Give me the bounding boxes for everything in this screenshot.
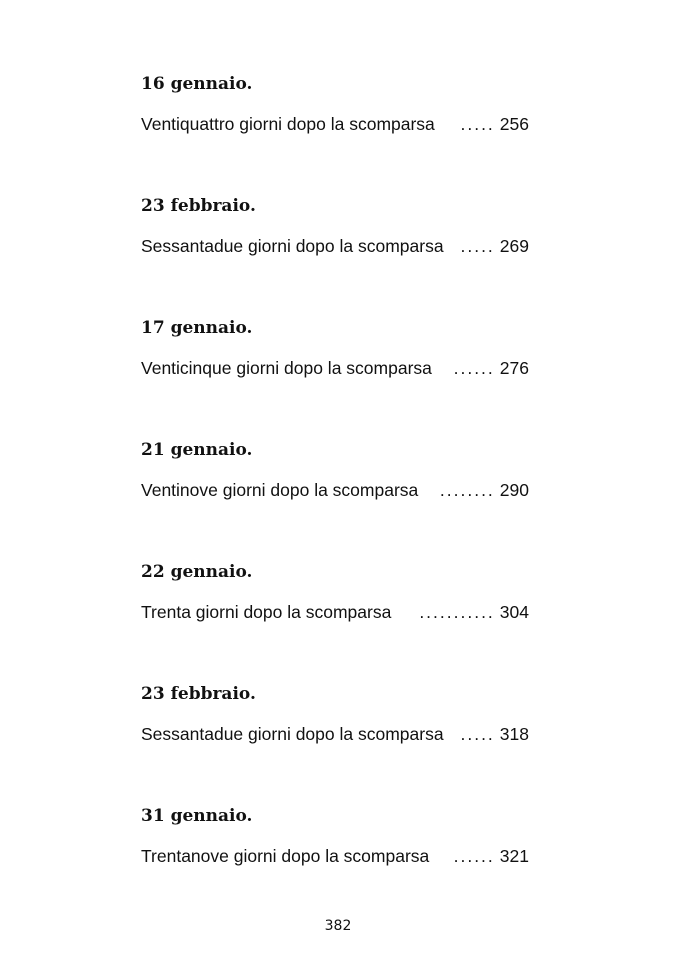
entry-title: Trentanove giorni dopo la scomparsa: [141, 846, 430, 866]
toc-line: [141, 843, 529, 869]
toc-line: [141, 111, 529, 137]
toc-line: [141, 599, 529, 625]
toc-entry: [141, 558, 529, 680]
toc-line: [141, 477, 529, 503]
entry-page-number: 290: [499, 480, 529, 500]
dot-leader: .....: [460, 236, 495, 256]
entry-title: Ventinove giorni dopo la scomparsa: [141, 480, 419, 500]
table-of-contents: [141, 70, 529, 924]
entry-date-heading: 21 gennaio.: [141, 440, 253, 460]
toc-entry: [141, 802, 529, 924]
dot-leader: ...........: [419, 602, 495, 622]
entry-title: Sessantadue giorni dopo la scomparsa: [141, 236, 444, 256]
entry-title: Sessantadue giorni dopo la scomparsa: [141, 724, 444, 744]
toc-line: [141, 721, 529, 747]
toc-entry: [141, 680, 529, 802]
entry-title: Trenta giorni dopo la scomparsa: [141, 602, 392, 622]
entry-date-heading: 22 gennaio.: [141, 562, 253, 582]
toc-line: [141, 355, 529, 381]
dot-leader: ......: [453, 358, 495, 378]
entry-date-heading: 31 gennaio.: [141, 806, 253, 826]
toc-entry: [141, 192, 529, 314]
toc-entry: [141, 314, 529, 436]
entry-date-heading: 16 gennaio.: [141, 74, 253, 94]
entry-date-heading: 23 febbraio.: [141, 196, 256, 216]
dot-leader: .....: [460, 724, 495, 744]
entry-date-heading: 23 febbraio.: [141, 684, 256, 704]
entry-page-number: 276: [499, 358, 529, 378]
entry-page-number: 269: [499, 236, 529, 256]
entry-title: Venticinque giorni dopo la scomparsa: [141, 358, 432, 378]
toc-entry: [141, 70, 529, 192]
entry-date-heading: 17 gennaio.: [141, 318, 253, 338]
entry-page-number: 256: [499, 114, 529, 134]
entry-page-number: 318: [499, 724, 529, 744]
dot-leader: ........: [439, 480, 495, 500]
entry-page-number: 321: [499, 846, 529, 866]
entry-title: Ventiquattro giorni dopo la scomparsa: [141, 114, 435, 134]
dot-leader: ......: [453, 846, 495, 866]
toc-line: [141, 233, 529, 259]
page-number-footer: 382: [324, 918, 352, 934]
dot-leader: .....: [460, 114, 495, 134]
entry-page-number: 304: [499, 602, 529, 622]
toc-entry: [141, 436, 529, 558]
